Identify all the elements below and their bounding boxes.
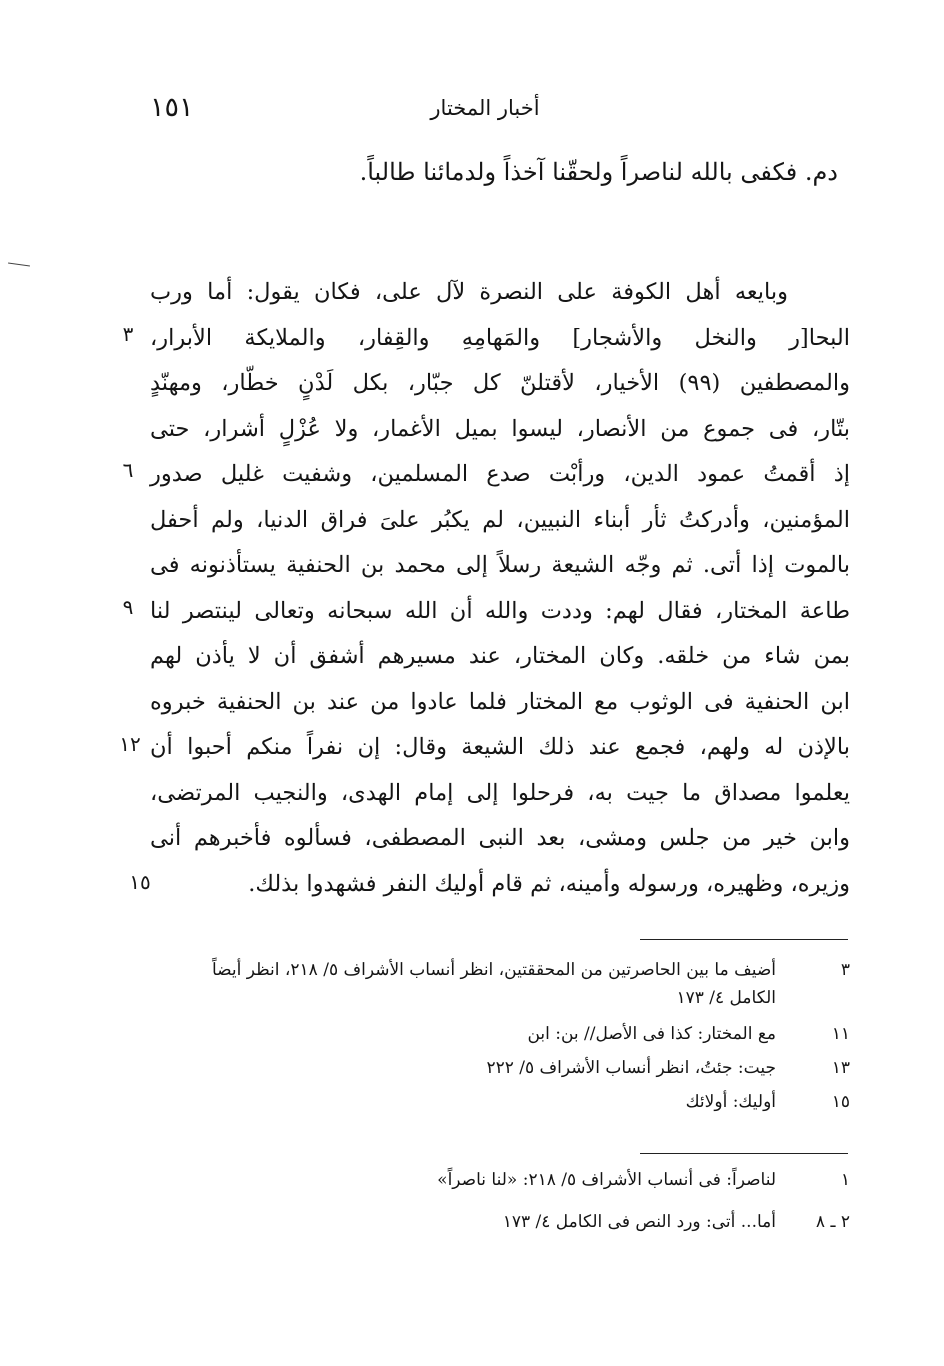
opening-line: دم. فكفى بالله لناصراً ولحقّنا آخذاً ولدمائنا طالباً. bbox=[359, 158, 838, 186]
text-line: بمن شاء من خلقه. وكان المختار، عند مسيرهم أشفق أن لا يأذن لهم bbox=[150, 643, 850, 669]
line-number: ١٥ bbox=[129, 870, 151, 894]
text-line: بالموت إذا أتى. ثم وجّه الشيعة رسلاً إلى محمد بن الحنفية يستأذنونه فى bbox=[150, 552, 850, 578]
running-title: أخبار المختار bbox=[430, 96, 540, 120]
footnote-number: ٣ bbox=[840, 960, 850, 980]
text-line: والمصطفين (٩٩) الأخيار، لأقتلنّ كل جبّار، بكل لَدْنٍ خطّار، ومهنّدٍ bbox=[150, 370, 850, 396]
footnote-text: أما... أتى: ورد النص فى الكامل ٤/ ١٧٣ bbox=[502, 1212, 776, 1232]
footnote-number: ١٣ bbox=[831, 1058, 850, 1078]
footnote bbox=[150, 1088, 850, 1116]
text-line: وابن خير من جلس ومشى، بعد النبى المصطفى، فسألوه فأخبرهم أنى bbox=[150, 825, 850, 851]
text-line: إذ أقمتُ عمود الدين، ورأبْت صدع المسلمين، وشفيت غليل صدور bbox=[150, 461, 850, 487]
footnote-text: مع المختار: كذا فى الأصل// بن: ابن bbox=[527, 1024, 776, 1044]
footnote-text: أوليك: أولائك bbox=[685, 1092, 776, 1112]
margin-mark bbox=[8, 262, 30, 266]
footnote-number: ١٥ bbox=[831, 1092, 850, 1112]
footnote-number: ١ bbox=[840, 1170, 850, 1190]
footnote-separator bbox=[640, 1153, 848, 1154]
footnote-text: جيت: جئتُ، انظر أنساب الأشراف ٥/ ٢٢٢ bbox=[486, 1058, 776, 1078]
text-line: وبايعه أهل الكوفة على النصرة لآل على، فكان يقول: أما ورب bbox=[150, 279, 788, 305]
footnote-text: لناصراً: فى أنساب الأشراف ٥/ ٢١٨: «لنا ناصراً» bbox=[437, 1170, 776, 1190]
footnote bbox=[150, 1054, 850, 1082]
footnote-number: ١١ bbox=[831, 1024, 850, 1044]
text-line: بتّار، فى جموع من الأنصار، ليسوا بميل الأغمار، ولا عُزْلٍ أشرار، حتى bbox=[150, 415, 850, 442]
footnote bbox=[150, 1020, 850, 1048]
footnote-number: ٢ ـ ٨ bbox=[815, 1212, 850, 1232]
footnote-text: أضيف ما بين الحاصرتين من المحققتين، انظر أنساب الأشراف ٥/ ٢١٨، انظر أيضاً bbox=[211, 960, 776, 980]
line-number: ٣ bbox=[122, 322, 134, 346]
footnote bbox=[150, 1166, 850, 1194]
text-line: يعلموا مصداق ما جيت به، فرحلوا إلى إمام الهدى، والنجيب المرتضى، bbox=[150, 779, 850, 806]
text-line: البحا[ر والنخل والأشجار] والمَهامِهِ والقِفار، والملايكة الأبرار، bbox=[150, 324, 850, 351]
footnote bbox=[150, 1208, 850, 1236]
text-line: المؤمنين، وأدركتُ ثأر أبناء النبيين، لم يكبُر علىَ فراق الدنيا، ولم أحفل bbox=[150, 506, 850, 533]
line-number: ١٢ bbox=[119, 732, 141, 756]
text-line: وزيره، وظهيره، ورسوله وأمينه، ثم قام أوليك النفر فشهدوا بذلك. bbox=[248, 870, 850, 897]
footnote bbox=[150, 956, 850, 1012]
line-number: ٩ bbox=[122, 595, 134, 619]
footnote-separator bbox=[640, 939, 848, 940]
main-text bbox=[150, 270, 850, 907]
text-line: طاعة المختار، فقال لهم: وددت والله أن الله سبحانه وتعالى لينتصر لنا bbox=[150, 597, 850, 624]
text-line: بالإذن له ولهم، فجمع عند ذلك الشيعة وقال: إن نفراً منكم أحبوا أن bbox=[150, 734, 850, 760]
footnote-text: الكامل ٤/ ١٧٣ bbox=[676, 988, 776, 1008]
page-number: ١٥١ bbox=[150, 92, 194, 123]
line-number: ٦ bbox=[122, 458, 134, 482]
text-line: ابن الحنفية فى الوثوب مع المختار فلما عادوا من عند بن الحنفية خبروه bbox=[150, 688, 850, 715]
